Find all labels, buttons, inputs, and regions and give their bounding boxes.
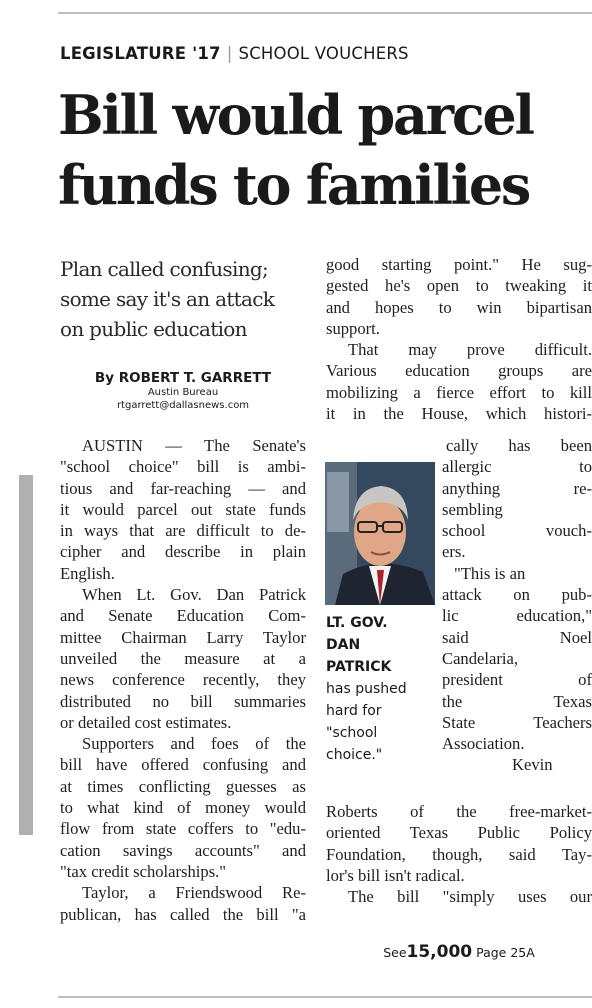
caption-text-line: has pushed (326, 681, 407, 697)
text-line: "This is an (454, 563, 526, 583)
text-line: Foundation, though, said Tay- (326, 844, 592, 864)
section-kicker (60, 44, 409, 63)
text-line: unveiled the measure at a (60, 648, 306, 668)
text-line: to what kind of money would (60, 798, 306, 818)
text-line: AUSTIN — The Senate's (82, 436, 306, 455)
deck-line-3: on public education (60, 317, 247, 341)
text-line: ers. (442, 542, 466, 562)
article-column-2-bottom (326, 801, 592, 907)
headline-line-1: Bill would parcel (58, 83, 533, 147)
headline-line-2: funds to families (58, 153, 530, 217)
text-line: good starting point." He sug- (326, 255, 592, 274)
jump-slug: 15,000 (406, 942, 473, 962)
deck-line-2: some say it's an attack (60, 287, 275, 311)
text-line: That may prove difficult. (348, 340, 592, 360)
text-line: cipher and describe in plain (60, 542, 306, 562)
kicker-separator: | (226, 44, 233, 63)
text-line: president of (442, 670, 592, 690)
text-line: it would parcel out state funds (60, 499, 306, 519)
bottom-rule (58, 996, 592, 998)
text-line: Taylor, a Friendswood Re- (82, 883, 306, 903)
text-line: news conference recently, they (60, 670, 306, 690)
byline-bureau: Austin Bureau (147, 387, 219, 398)
text-line: mobilizing a fierce effort to kill (326, 382, 592, 402)
article-column-2-top (326, 254, 592, 424)
jump-line[interactable] (326, 942, 592, 962)
text-line: flow from state coffers to "edu- (60, 819, 306, 839)
text-line: lic education," (442, 606, 592, 626)
text-line: attack on pub- (442, 585, 592, 605)
caption-name-line: LT. GOV. (326, 615, 388, 631)
text-line: school vouch- (442, 521, 592, 541)
caption-name-line: PATRICK (326, 659, 392, 675)
deck (60, 254, 306, 344)
text-line: oriented Texas Public Policy (326, 823, 592, 843)
text-line: support. (326, 318, 380, 338)
portrait-image (325, 462, 435, 605)
text-line: Various education groups are (326, 361, 592, 381)
text-line: publican, has called the bill "a (60, 904, 306, 924)
text-line: tious and far-reaching — and (60, 478, 306, 498)
byline-name: By ROBERT T. GARRETT (94, 370, 272, 386)
text-line: Association. (442, 734, 525, 754)
article-column-2-wrap (442, 435, 592, 776)
text-line: and Senate Education Com- (60, 606, 306, 626)
text-line: State Teachers (442, 712, 592, 732)
text-line: "school choice" bill is ambi- (60, 457, 306, 477)
text-line: Roberts of the free-market- (326, 802, 592, 821)
text-line: in ways that are difficult to de- (60, 521, 306, 541)
text-line: allergic to (442, 457, 592, 477)
kicker-topic: SCHOOL VOUCHERS (238, 44, 409, 63)
text-line: bill have offered confusing and (60, 755, 306, 775)
text-line: or detailed cost estimates. (60, 712, 232, 732)
text-line: it in the House, which histori- (326, 404, 592, 424)
text-line: When Lt. Gov. Dan Patrick (82, 585, 306, 605)
text-line: lor's bill isn't radical. (326, 865, 465, 885)
caption-text-line: hard for (326, 703, 382, 719)
text-line: Kevin (512, 755, 553, 775)
text-line: Supporters and foes of the (82, 734, 306, 754)
text-line: said Noel (442, 627, 592, 647)
deck-line-1: Plan called confusing; (60, 257, 269, 281)
top-rule (58, 12, 592, 14)
jump-page: Page 25A (476, 945, 535, 960)
text-line: anything re- (442, 478, 592, 498)
caption-text-line: "school (326, 725, 378, 741)
byline-email: rtgarrett@dallasnews.com (116, 400, 250, 411)
caption-text-line: choice." (326, 747, 383, 763)
text-line: and hopes to win bipartisan (326, 297, 592, 317)
text-line: English. (60, 563, 115, 583)
byline (60, 370, 306, 412)
text-line: The bill "simply uses our (348, 887, 592, 907)
text-line: mittee Chairman Larry Taylor (60, 627, 306, 647)
jump-see: See (383, 945, 407, 960)
caption-name-line: DAN (326, 637, 361, 653)
headline (58, 80, 592, 220)
margin-gray-bar (19, 475, 33, 835)
text-line: cation savings accounts" and (60, 840, 306, 860)
text-line: gested he's open to tweaking it (326, 276, 592, 296)
dan-patrick-photo (325, 462, 435, 605)
text-line: "tax credit scholarships." (60, 861, 227, 881)
photo-caption (326, 612, 438, 766)
text-line: distributed no bill summaries (60, 691, 306, 711)
text-line: Candelaria, (442, 648, 519, 668)
text-line: at times conflicting guesses as (60, 776, 306, 796)
article-column-1 (60, 435, 306, 925)
text-line: cally has been (446, 436, 592, 455)
text-line: the Texas (442, 691, 592, 711)
kicker-label: LEGISLATURE '17 (60, 44, 221, 63)
text-line: sembling (442, 499, 503, 519)
